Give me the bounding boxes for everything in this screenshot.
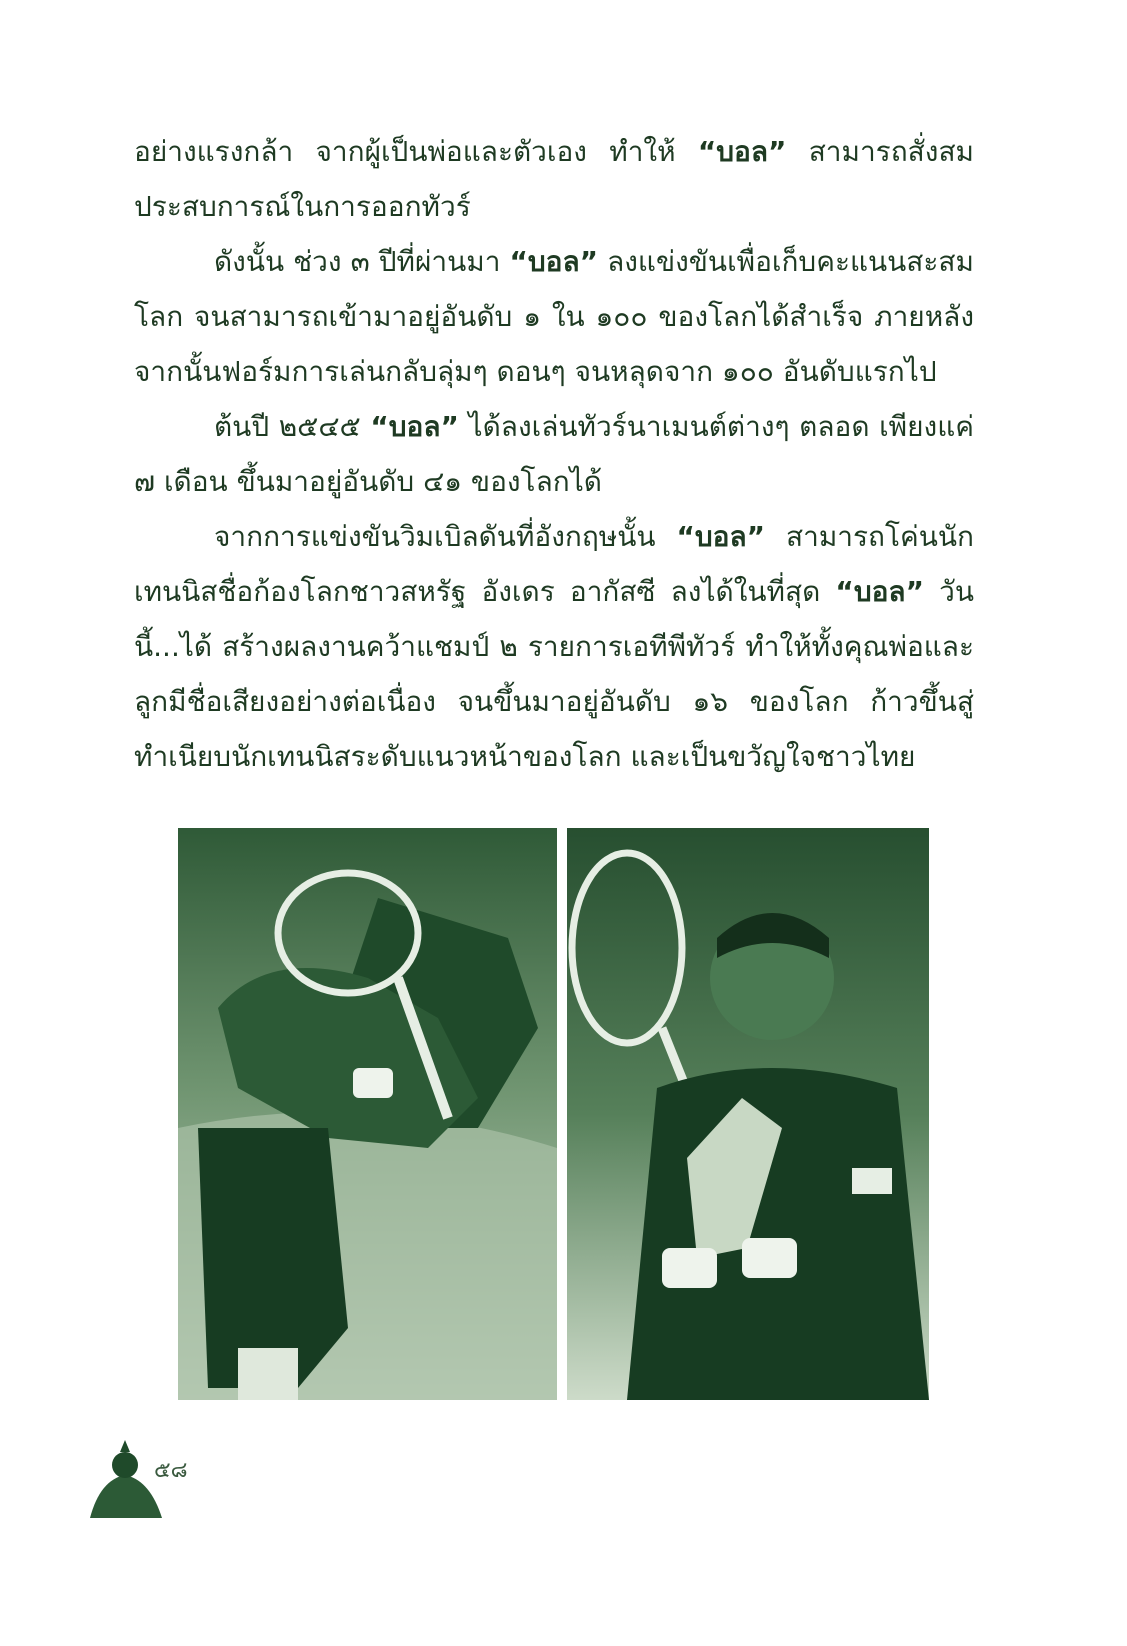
paragraph-1 bbox=[134, 124, 974, 234]
paragraph-3 bbox=[134, 399, 974, 509]
text-run: วันนี้...ได้ สร้างผลงานคว้าแชมป์ ๒ รายการเอทีพีทัวร์ ทำให้ทั้งคุณพ่อและลูกมีชื่อเสียงอย่างต่อเนื่อง จนขึ้นมาอยู่อันดับ ๑๖ ของโลก ก้าวขึ้นสู่ทำเนียบนักเทนนิสระดับแนวหน้าของโลก และเป็นขวัญใจชาวไทย bbox=[134, 575, 975, 773]
page-footer bbox=[80, 1440, 220, 1520]
text-run: อย่างแรงกล้า จากผู้เป็นพ่อและตัวเอง ทำให้ bbox=[134, 135, 698, 168]
photo-player-bowing bbox=[178, 828, 557, 1400]
body-text bbox=[134, 124, 974, 784]
photo-player-bowing-illustration bbox=[178, 828, 557, 1400]
text-run: ลงแข่งขันเพื่อเก็บคะแนนสะสมโลก จนสามารถเข้ามาอยู่อันดับ ๑ ใน ๑๐๐ ของโลกได้สำเร็จ ภายหลังจากนั้นฟอร์มการเล่นกลับลุ่มๆ ดอนๆ จนหลุดจาก ๑๐๐ อันดับแรกไป bbox=[134, 245, 974, 388]
nickname-highlight: “บอล” bbox=[370, 410, 459, 443]
photo-player-wai-illustration bbox=[567, 828, 929, 1400]
text-run: ดังนั้น ช่วง ๓ ปีที่ผ่านมา bbox=[214, 245, 510, 278]
nickname-highlight: “บอล” bbox=[697, 135, 787, 168]
page-number: ๕๘ bbox=[154, 1458, 188, 1483]
nickname-highlight: “บอล” bbox=[835, 575, 924, 608]
text-run: ได้ลงเล่นทัวร์นาเมนต์ต่างๆ ตลอด เพียงแค่ ๗ เดือน ขึ้นมาอยู่อันดับ ๔๑ ของโลกได้ bbox=[134, 410, 974, 498]
text-run: สามารถสั่งสมประสบการณ์ในการออกทัวร์ bbox=[134, 135, 974, 223]
nickname-highlight: “บอล” bbox=[509, 245, 599, 278]
text-run: สามารถโค่นนักเทนนิสชื่อก้องโลกชาวสหรัฐ อังเดร อากัสซี ลงได้ในที่สุด bbox=[134, 520, 975, 608]
photo-player-wai bbox=[567, 828, 929, 1400]
paragraph-4 bbox=[134, 509, 974, 784]
text-run: จากการแข่งขันวิมเบิลดันที่อังกฤษนั้น bbox=[214, 520, 677, 553]
text-run: ต้นปี ๒๕๔๕ bbox=[214, 410, 371, 443]
nickname-highlight: “บอล” bbox=[676, 520, 766, 553]
paragraph-2 bbox=[134, 234, 974, 399]
